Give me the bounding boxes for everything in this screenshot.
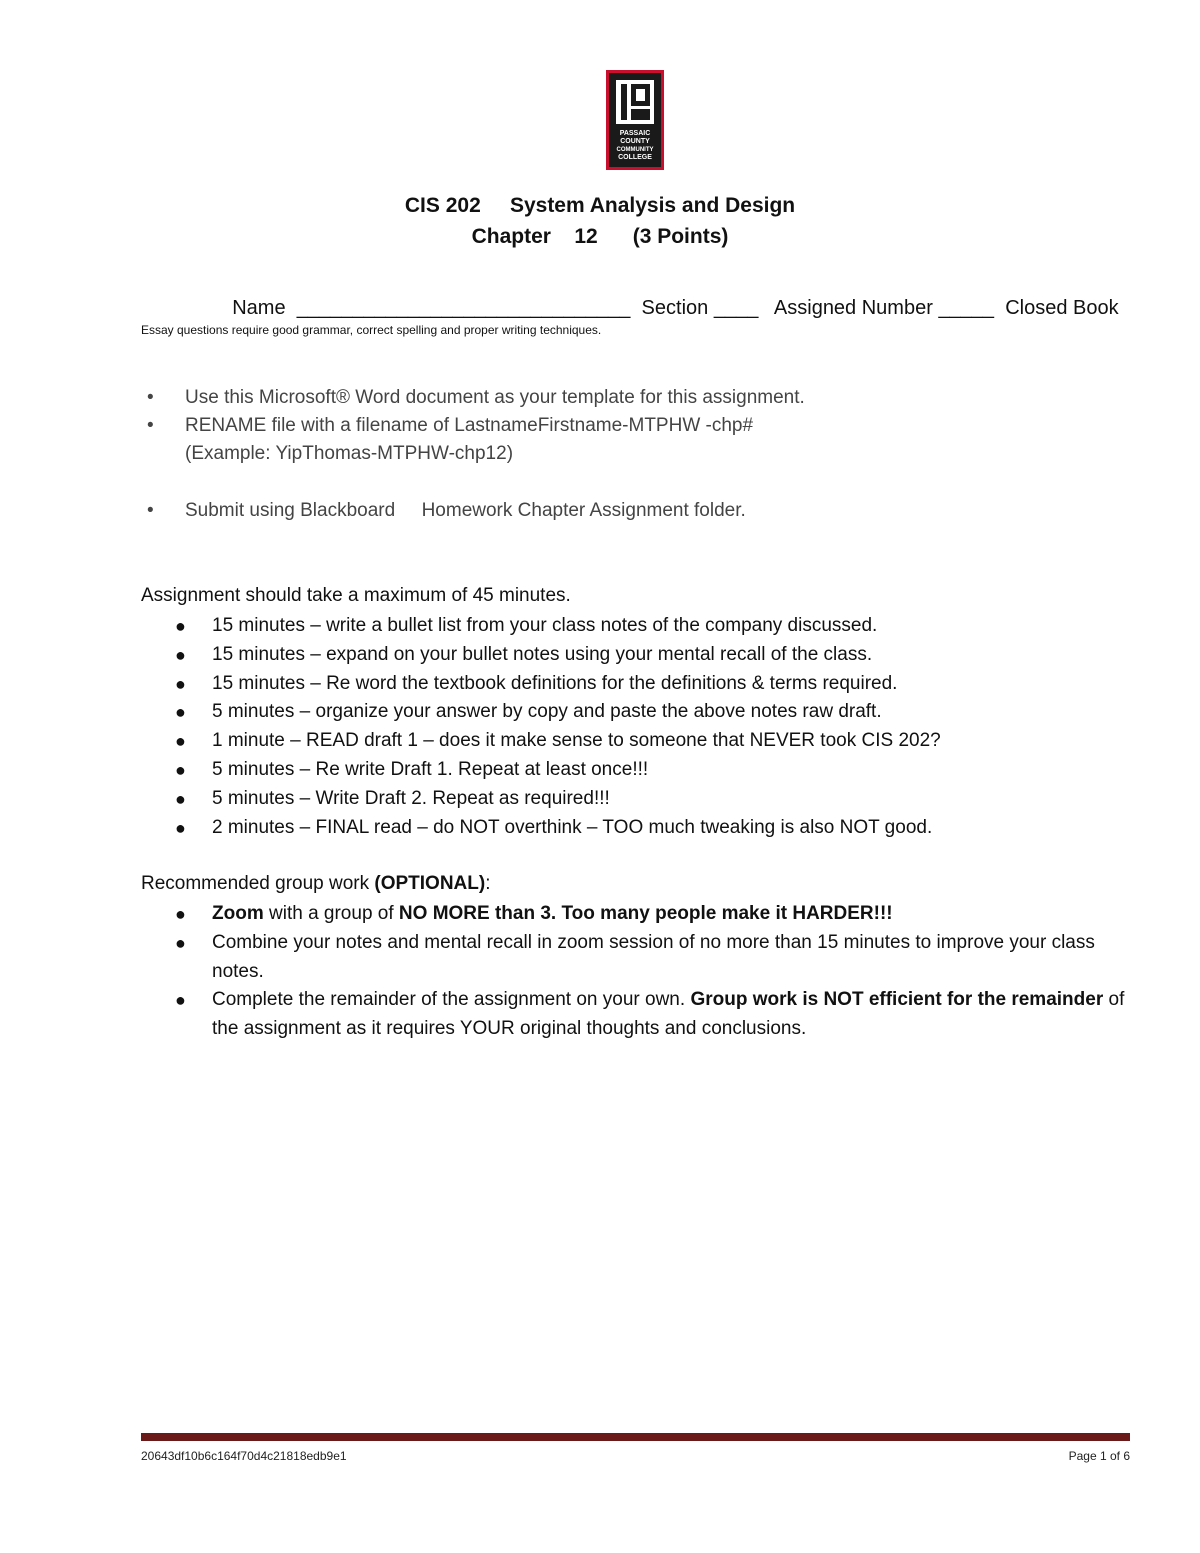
group-heading-optional: (OPTIONAL) — [374, 873, 486, 894]
submit-prefix: Submit using Blackboard — [185, 500, 396, 521]
instruction-example: (Example: YipThomas-MTPHW-chp12) — [185, 443, 514, 464]
time-rest: – expand on your bullet notes using your mental recall of the class. — [304, 643, 873, 665]
list-item — [141, 670, 1131, 699]
name-field[interactable]: ______________________________ — [296, 297, 631, 319]
logo-line: COMMUNITY — [616, 147, 654, 153]
group-heading — [141, 873, 491, 895]
complete-suffix: of the assignment as it requires YOUR original thoughts and conclusions. — [212, 989, 1125, 1040]
points-label: (3 Points) — [632, 225, 729, 248]
logo-line: PASSAIC — [619, 130, 651, 137]
list-item — [141, 900, 1131, 929]
list-item — [141, 785, 1131, 814]
bullet-icon: • — [147, 500, 154, 521]
list-item — [141, 756, 1131, 785]
assigned-number-label: Assigned Number — [773, 297, 933, 319]
time-rest: – FINAL read – do NOT overthink – TOO much tweaking is also NOT good. — [294, 816, 933, 838]
footer-page-number: Page 1 of 6 — [1068, 1449, 1130, 1463]
time-rest: – Re word the textbook definitions for the definitions & terms required. — [304, 672, 898, 694]
time-lead: 15 minutes — [212, 615, 305, 636]
list-item — [141, 641, 1131, 670]
time-lead: 2 minutes — [212, 816, 295, 838]
list-item — [141, 929, 1131, 987]
bullet-icon: ● — [175, 759, 186, 780]
time-rest: – write a bullet list from your class notes of the company discussed. — [304, 615, 878, 636]
time-rest: – organize your answer by copy and paste the above notes raw draft. — [294, 701, 882, 723]
bullet-icon: ● — [175, 990, 186, 1011]
section-label: Section — [641, 297, 709, 319]
time-lead: 5 minutes — [212, 758, 295, 780]
instruction-text: RENAME file with a filename of LastnameFirstname-MTPHW -chp# — [185, 415, 754, 436]
chapter-label: Chapter — [471, 225, 551, 248]
course-title-line — [0, 194, 1200, 218]
logo-mark-icon — [609, 73, 661, 167]
submit-list — [141, 497, 746, 525]
list-item — [141, 612, 1131, 641]
college-logo — [606, 70, 664, 170]
time-lead: 5 minutes — [212, 787, 295, 809]
bullet-icon: ● — [175, 673, 186, 694]
assigned-number-field[interactable]: _____ — [938, 297, 995, 319]
group-list — [141, 900, 1131, 1044]
list-item — [141, 986, 1131, 1044]
list-item — [141, 814, 1131, 843]
bullet-icon: ● — [175, 817, 186, 838]
group-heading-prefix: Recommended group work — [141, 873, 375, 894]
bullet-icon: • — [147, 387, 154, 408]
essay-note: Essay questions require good grammar, correct spelling and proper writing techniques. — [141, 323, 602, 337]
group-heading-suffix: : — [485, 873, 491, 894]
chapter-number: 12 — [574, 225, 598, 248]
time-heading: Assignment should take a maximum of 45 minutes. — [141, 585, 571, 606]
complete-prefix: Complete the remainder of the assignment on your own. — [212, 989, 691, 1011]
time-rest: – Write Draft 2. Repeat as required!!! — [294, 787, 610, 809]
complete-bold: Group work is NOT efficient for the remainder — [690, 989, 1104, 1011]
time-rest: – Re write Draft 1. Repeat at least once!!! — [294, 758, 649, 780]
list-item — [141, 497, 746, 525]
logo-line: COLLEGE — [618, 154, 652, 161]
submit-suffix: Homework Chapter Assignment folder. — [421, 500, 746, 521]
footer-doc-id: 20643df10b6c164f70d4c21818edb9e1 — [141, 1449, 347, 1463]
list-item — [141, 727, 1131, 756]
closed-book-label: Closed Book — [1005, 297, 1119, 319]
bullet-icon: ● — [175, 644, 186, 665]
zoom-bold-limit: NO MORE than 3. Too many people make it HARDER!!! — [398, 903, 893, 924]
section-field[interactable]: ____ — [713, 297, 759, 319]
instructions-list — [141, 384, 805, 468]
course-title: System Analysis and Design — [509, 194, 796, 217]
bullet-icon: ● — [175, 702, 186, 723]
list-item — [141, 384, 805, 412]
zoom-mid: with a group of — [263, 903, 399, 924]
time-lead: 15 minutes — [212, 643, 305, 665]
name-label: Name — [232, 297, 286, 319]
bullet-icon: ● — [175, 788, 186, 809]
bullet-icon: ● — [175, 904, 186, 924]
time-lead: 5 minutes — [212, 701, 295, 723]
instruction-text: Use this Microsoft® Word document as your template for this assignment. — [185, 387, 805, 408]
footer-rule — [141, 1433, 1130, 1441]
time-lead: 15 minutes — [212, 672, 305, 694]
combine-text: Combine your notes and mental recall in zoom session of no more than 15 minutes to improve your class notes. — [212, 931, 1095, 982]
list-item — [141, 698, 1131, 727]
time-list — [141, 612, 1131, 842]
logo-line: COUNTY — [620, 138, 650, 145]
list-item — [141, 412, 805, 468]
time-lead: 1 minute — [212, 730, 285, 752]
bullet-icon: • — [147, 415, 154, 436]
zoom-bold: Zoom — [212, 903, 264, 924]
bullet-icon: ● — [175, 932, 186, 953]
bullet-icon: ● — [175, 616, 186, 636]
chapter-title-line — [0, 225, 1200, 249]
course-code: CIS 202 — [404, 194, 481, 217]
time-rest: – READ draft 1 – does it make sense to someone that NEVER took CIS 202? — [284, 730, 941, 752]
bullet-icon: ● — [175, 731, 186, 752]
